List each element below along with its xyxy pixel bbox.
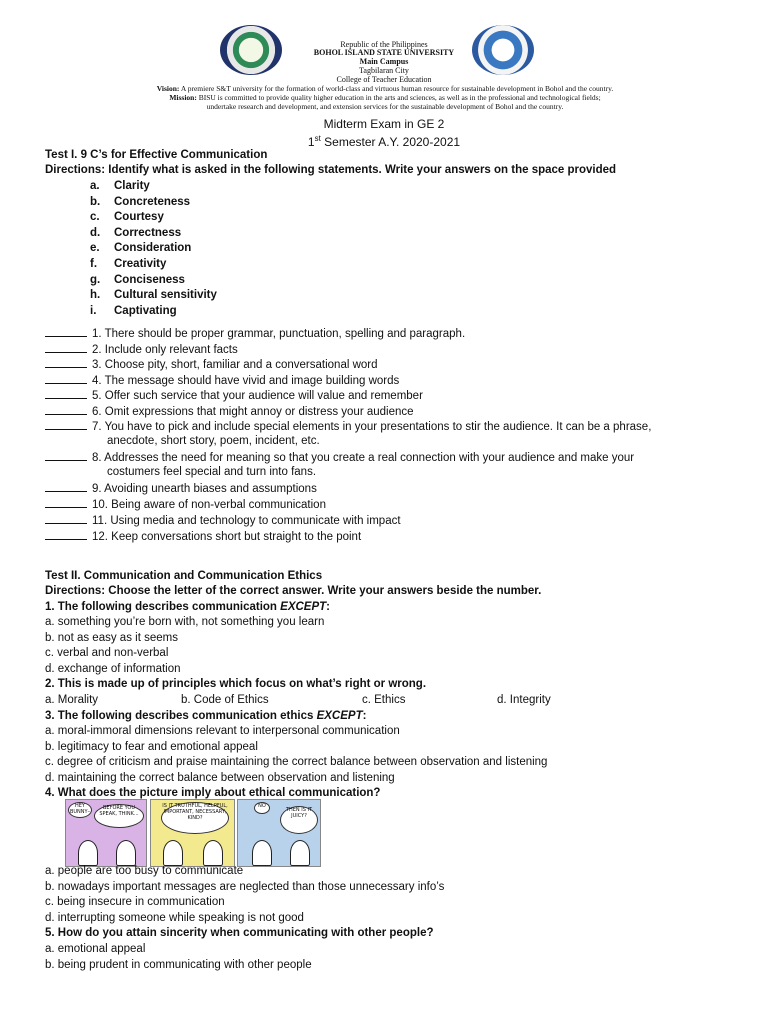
comic-bunny-right <box>116 840 136 866</box>
test1-option-letter: e. <box>90 242 100 255</box>
test2-heading: Test II. Communication and Communication Ethics <box>45 570 323 582</box>
test1-option <box>90 195 190 209</box>
test1-item-text: 1. There should be proper grammar, punctuation, spelling and paragraph. <box>92 328 466 340</box>
question-1-colon: : <box>326 601 331 613</box>
question-5: 5. How do you attain sincerity when communicating with other people? <box>45 927 434 939</box>
test1-option-letter: f. <box>90 258 98 270</box>
q1-choice-b: b. not as easy as it seems <box>45 632 178 644</box>
test1-option <box>90 257 166 271</box>
comic-bunny-left <box>163 840 183 866</box>
comic-panel-3 <box>237 799 321 867</box>
answer-blank[interactable] <box>45 387 87 399</box>
question-1-except: EXCEPT <box>280 601 327 613</box>
question-4: 4. What does the picture imply about ethical communication? <box>45 787 381 799</box>
test1-option <box>90 210 164 224</box>
test1-option-letter: h. <box>90 289 101 302</box>
answer-blank[interactable] <box>45 512 87 524</box>
test1-item-text: 4. The message should have vivid and image building words <box>92 375 400 387</box>
q3-choice-c: c. degree of criticism and praise maintaining the correct balance between observation and listening <box>45 756 548 768</box>
vision-text: A premiere S&T university for the formation of world-class and virtuous human resource for sustainable development in Bohol and the country. <box>179 84 614 93</box>
test1-option-letter: d. <box>90 226 101 239</box>
test1-option-text: Concreteness <box>114 195 191 208</box>
test1-option-text: Courtesy <box>114 211 164 224</box>
mission-statement-cont: undertake research and development, and extension services for the sustainable development of Bohol and the country. <box>206 102 564 111</box>
test1-option <box>90 288 217 302</box>
semester-text: Semester A.Y. 2020-2021 <box>320 135 461 149</box>
question-3 <box>45 709 366 723</box>
test1-option <box>90 179 150 193</box>
test1-item-text: 5. Offer such service that your audience will value and remember <box>92 390 423 402</box>
header-campus: Main Campus <box>359 57 409 66</box>
test1-option-letter: b. <box>90 195 101 208</box>
q5-choice-a: a. emotional appeal <box>45 943 146 955</box>
test1-item <box>45 356 378 372</box>
test1-item <box>45 418 651 434</box>
test1-item <box>45 528 361 544</box>
test1-option-letter: i. <box>90 304 97 317</box>
test1-item-text: 7. You have to pick and include special elements in your presentations to stir the audience. It can be a phrase, <box>92 421 652 433</box>
vision-label: Vision: <box>156 84 180 93</box>
test1-item-text: 2. Include only relevant facts <box>92 344 238 356</box>
test1-item <box>45 403 414 419</box>
test1-item <box>45 372 399 388</box>
test1-item <box>45 387 423 403</box>
q2-choice-a: a. Morality <box>45 694 99 706</box>
test1-item <box>45 341 238 357</box>
test1-option-text: Consideration <box>114 242 192 255</box>
question-3-except: EXCEPT <box>316 710 363 722</box>
answer-blank[interactable] <box>45 356 87 368</box>
question-3-text: 3. The following describes communication ethics <box>45 710 317 722</box>
test1-option <box>90 226 181 240</box>
test1-option <box>90 304 177 318</box>
test1-item <box>45 512 401 528</box>
mission-statement <box>100 93 670 102</box>
answer-blank[interactable] <box>45 449 87 461</box>
test1-option-letter: a. <box>90 180 100 192</box>
answer-blank[interactable] <box>45 372 87 384</box>
answer-blank[interactable] <box>45 341 87 353</box>
question-1-text: 1. The following describes communication <box>45 601 281 613</box>
comic-panel-2 <box>150 799 235 867</box>
answer-blank[interactable] <box>45 403 87 415</box>
comic-bubble-think: BEFORE YOU SPEAK, THINK... <box>94 804 144 828</box>
q2-choice-c: c. Ethics <box>362 694 406 706</box>
test1-option <box>90 273 185 287</box>
test1-directions: Directions: Identify what is asked in the following statements. Write your answers on the space provided <box>45 164 617 176</box>
comic-bubble-hey: HEY BUNNY– <box>68 802 92 818</box>
test1-heading: Test I. 9 C’s for Effective Communication <box>45 149 268 161</box>
test1-item-text: 6. Omit expressions that might annoy or distress your audience <box>92 406 414 418</box>
q4-choice-b: b. nowadays important messages are neglected than those unnecessary info’s <box>45 881 445 893</box>
q3-choice-d: d. maintaining the correct balance between observation and listening <box>45 772 395 784</box>
test1-item-text: 9. Avoiding unearth biases and assumptions <box>92 483 317 495</box>
test1-option-text: Creativity <box>114 258 167 270</box>
q2-choice-d: d. Integrity <box>497 694 551 706</box>
comic-bunny-left <box>78 840 98 866</box>
test1-item-text: 12. Keep conversations short but straight to the point <box>92 531 362 543</box>
test1-item <box>45 449 634 465</box>
mission-label: Mission: <box>169 93 197 102</box>
comic-bubble-no: NO <box>254 802 270 814</box>
test1-item-text: 3. Choose pity, short, familiar and a conversational word <box>92 359 378 371</box>
test1-option-text: Clarity <box>114 180 150 192</box>
test1-option-text: Correctness <box>114 226 182 239</box>
question-3-colon: : <box>362 710 367 722</box>
question-2: 2. This is made up of principles which focus on what’s right or wrong. <box>45 678 427 690</box>
answer-blank[interactable] <box>45 480 87 492</box>
question-1 <box>45 600 330 614</box>
q4-choice-d: d. interrupting someone while speaking is not good <box>45 912 304 924</box>
test1-item-text: 8. Addresses the need for meaning so that you create a real connection with your audience and make your <box>92 452 635 464</box>
exam-title: Midterm Exam in GE 2 <box>323 117 445 131</box>
comic-bunny-right <box>290 840 310 866</box>
comic-bubble-juicy: THEN IS IT JUICY? <box>280 806 318 834</box>
q4-choice-a: a. people are too busy to communicate <box>45 865 244 877</box>
test1-item <box>45 496 326 512</box>
q5-choice-b: b. being prudent in communicating with other people <box>45 959 312 971</box>
q3-choice-b: b. legitimacy to fear and emotional appeal <box>45 741 258 753</box>
q1-choice-d: d. exchange of information <box>45 663 181 675</box>
semester-number: 1 <box>307 135 315 149</box>
header-city: Tagbilaran City <box>359 66 409 75</box>
answer-blank[interactable] <box>45 528 87 540</box>
comic-bunny-right <box>203 840 223 866</box>
semester-suffix: st <box>314 134 321 143</box>
mission-text: BISU is committed to provide quality higher education in the arts and sciences, as well as in the professional and technological fields; <box>196 93 601 102</box>
test1-option-letter: c. <box>90 211 100 224</box>
exam-semester <box>0 132 768 149</box>
q4-choice-c: c. being insecure in communication <box>45 896 225 908</box>
test1-option-text: Cultural sensitivity <box>114 289 217 302</box>
test1-option-text: Conciseness <box>114 273 185 286</box>
test1-item-text: 10. Being aware of non-verbal communication <box>92 499 326 511</box>
comic-panel-1 <box>65 799 147 867</box>
test1-option-text: Captivating <box>114 304 177 317</box>
q1-choice-c: c. verbal and non-verbal <box>45 647 169 659</box>
test2-directions: Directions: Choose the letter of the correct answer. Write your answers beside the number. <box>45 585 542 597</box>
header-college: College of Teacher Education <box>336 75 432 84</box>
test1-item-text: 11. Using media and technology to communicate with impact <box>92 515 401 527</box>
answer-blank[interactable] <box>45 418 87 430</box>
comic-bubble-truthful: IS IT TRUTHFUL, HELPFUL, IMPORTANT, NECESSARY, KIND? <box>161 802 229 834</box>
answer-blank[interactable] <box>45 496 87 508</box>
header-republic: Republic of the Philippines <box>340 40 428 49</box>
q1-choice-a: a. something you’re born with, not something you learn <box>45 616 325 628</box>
answer-blank[interactable] <box>45 325 87 337</box>
q2-choice-b: b. Code of Ethics <box>181 694 269 706</box>
header-university: BOHOL ISLAND STATE UNIVERSITY <box>313 48 455 57</box>
test1-option <box>90 241 191 255</box>
test1-item-continuation: anecdote, short story, poem, incident, etc. <box>107 435 320 447</box>
test1-item-continuation: costumers feel special and turn into fans. <box>107 466 317 478</box>
q3-choice-a: a. moral-immoral dimensions relevant to interpersonal communication <box>45 725 400 737</box>
vision-statement <box>100 84 670 93</box>
test1-item <box>45 480 317 496</box>
comic-bunny-left <box>252 840 272 866</box>
test1-option-letter: g. <box>90 273 101 286</box>
test1-item <box>45 325 465 341</box>
